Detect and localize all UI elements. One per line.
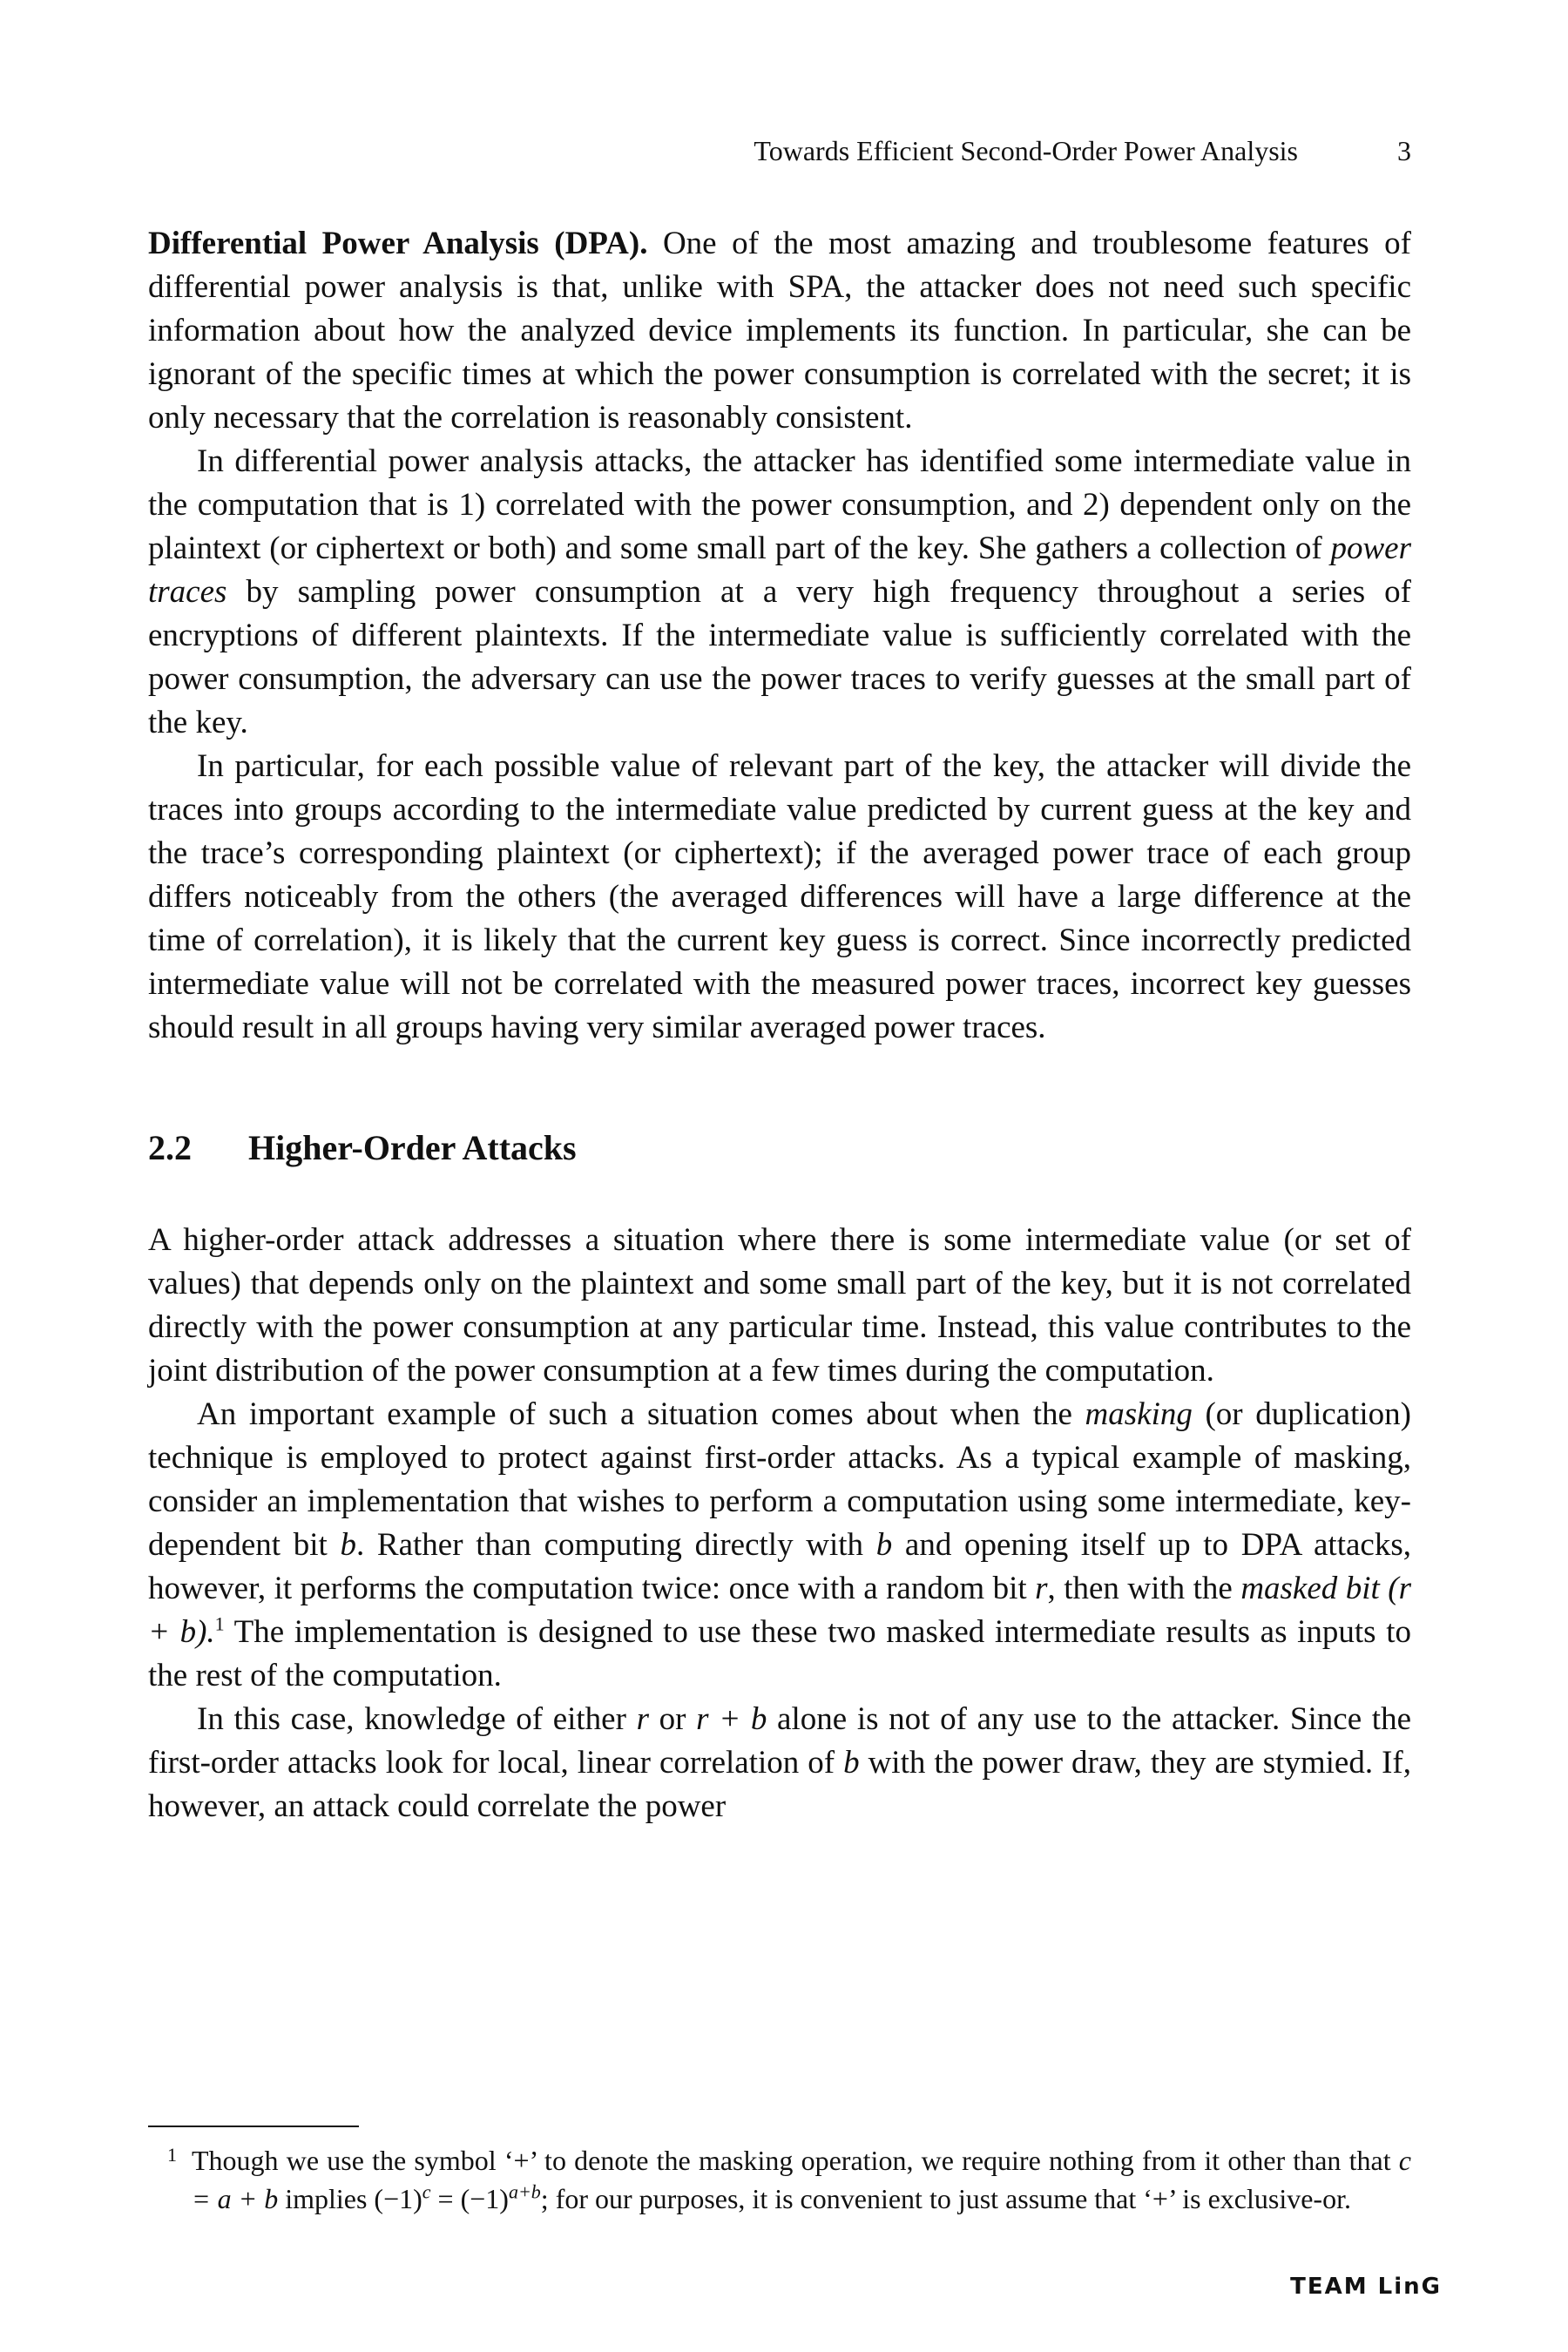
- dpa-p1-text: One of the most amazing and troublesome features of differential power analysis is that, unlike with SPA, the attacker does not need such specific information about how the analyzed device implements its function. In particular, she can be ignorant of the specific times at which the power consumption is correlated with the secret; it is only necessary that the correlation is reasonably consistent.: [148, 226, 1411, 436]
- sec-p2-masking: masking: [1085, 1396, 1193, 1432]
- footnote-math-3: (−1): [460, 2183, 509, 2214]
- footnote-text-a: Though we use the symbol ‘+’ to denote the masking operation, we require nothing from it other than that: [192, 2145, 1399, 2176]
- math-r-plus-b: r + b: [696, 1701, 767, 1737]
- running-title: Towards Efficient Second-Order Power Analysis: [754, 135, 1298, 166]
- dpa-p2-b: by sampling power consumption at a very high frequency throughout a series of encryptions of different plaintexts. If the intermediate value is sufficiently correlated with the power consumption, the adversary can use the power traces to verify guesses at the small part of the key.: [148, 574, 1411, 740]
- math-b: b: [843, 1745, 860, 1781]
- body-text: [148, 222, 1411, 1828]
- section-heading: [148, 1126, 1411, 1170]
- dpa-p2-a: In differential power analysis attacks, the attacker has identified some intermediate value in the computation that is 1) correlated with the power consumption, and 2) dependent only on the plaintext (or ciphertext or both) and some small part of the key. She gathers a collection of: [148, 443, 1411, 566]
- section-paragraph-3: [148, 1698, 1411, 1828]
- dpa-paragraph-1: [148, 222, 1411, 440]
- sec-p3-c: alone is not of any use to the attacker. Since the first-order attacks look for local, linear correlation of: [148, 1701, 1411, 1781]
- footnote-equals: =: [430, 2183, 461, 2214]
- footnote-mark: 1: [167, 2144, 177, 2166]
- sec-p2-g: The implementation is designed to use these two masked intermediate results as inputs to the rest of the computation.: [148, 1614, 1411, 1693]
- section-title: Higher-Order Attacks: [248, 1128, 577, 1167]
- section-paragraph-2: [148, 1393, 1411, 1698]
- sec-p3-b: or: [649, 1701, 697, 1737]
- math-b: b: [340, 1527, 356, 1563]
- math-r: r: [636, 1701, 649, 1737]
- footnote-rule: [148, 2126, 359, 2127]
- footnote-math-2: (−1): [374, 2183, 422, 2214]
- sec-p3-a: In this case, knowledge of either: [197, 1701, 637, 1737]
- math-r-plus-b: (r + b).: [148, 1571, 1411, 1650]
- team-ling-logo: TEAM LinG: [1290, 2274, 1442, 2300]
- footnote-math-2-sup: c: [422, 2180, 431, 2203]
- footnote-math-3-sup: a+b: [508, 2180, 541, 2203]
- dpa-paragraph-3: In particular, for each possible value of relevant part of the key, the attacker will divide the traces into groups according to the intermediate value predicted by current guess at the key and the trace’s corresponding plaintext (or ciphertext); if the averaged power trace of each group differs noticeably from the others (the averaged differences will have a large difference at the time of correlation), it is likely that the current key guess is correct. Since incorrectly predicted intermediate value will not be correlated with the measured power traces, incorrect key guesses should result in all groups having very similar averaged power traces.: [148, 748, 1411, 1045]
- sec-p2-a: An important example of such a situation comes about when the: [197, 1396, 1085, 1432]
- running-head: [148, 135, 1411, 179]
- sec-p2-c: . Rather than computing directly with: [355, 1527, 876, 1563]
- math-r: r: [1035, 1571, 1048, 1606]
- dpa-heading: Differential Power Analysis (DPA).: [148, 226, 648, 261]
- sec-p3-d: with the power draw, they are stymied. If, however, an attack could correlate the power: [148, 1745, 1411, 1824]
- page-number: 3: [1397, 135, 1411, 166]
- footnote: [148, 2141, 1411, 2218]
- sec-p2-b: (or duplication) technique is employed to protect against first-order attacks. As a typical example of masking, consider an implementation that wishes to perform a computation using some intermediate, key-dependent bit: [148, 1396, 1411, 1563]
- section-number: 2.2: [148, 1128, 192, 1167]
- sec-p2-d: and opening itself up to DPA attacks, however, it performs the computation twice: once with a random bit: [148, 1527, 1411, 1606]
- dpa-paragraph-2: [148, 440, 1411, 745]
- footnote-text-b: implies: [278, 2183, 375, 2214]
- sec-p2-e: , then with the: [1047, 1571, 1241, 1606]
- footnote-text-c: ; for our purposes, it is convenient to just assume that ‘+’ is exclusive-or.: [540, 2183, 1351, 2214]
- sec-p2-masked-bit: masked bit: [1240, 1571, 1380, 1606]
- section-paragraph-1: A higher-order attack addresses a situation where there is some intermediate value (or set of values) that depends only on the plaintext and some small part of the key, but it is not correlated directly with the power consumption at any particular time. Instead, this value contributes to the joint distribution of the power consumption at a few times during the computation.: [148, 1222, 1411, 1389]
- math-b: b: [875, 1527, 893, 1563]
- footnote-math-1: c = a + b: [192, 2145, 1411, 2214]
- footnote-ref[interactable]: 1: [214, 1612, 225, 1635]
- dpa-p2-emphasis: power traces: [148, 531, 1411, 610]
